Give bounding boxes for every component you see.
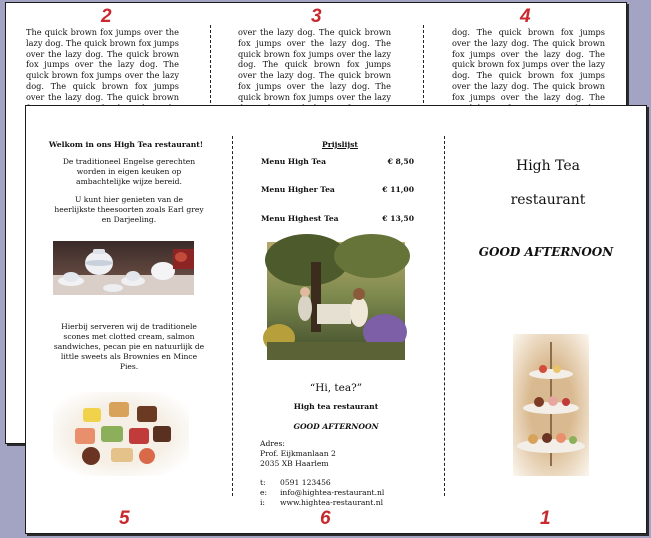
email-value: info@hightea-restaurant.nl: [280, 488, 385, 497]
menu-item-name-1: Menu High Tea: [261, 157, 326, 166]
cover-title-line-1: High Tea: [516, 158, 580, 174]
menu-item-name-3: Menu Highest Tea: [261, 214, 339, 223]
menu-item-price-3: € 13,50: [382, 214, 414, 223]
cover-slogan: GOOD AFTERNOON: [478, 245, 614, 259]
page-number-3: 3: [311, 6, 322, 27]
welcome-heading: Welkom in ons High Tea restaurant!: [48, 140, 204, 149]
address-line-1: Prof. Eijkmanlaan 2: [260, 449, 336, 458]
phone-value: 0591 123456: [280, 478, 331, 487]
tea-paragraph: U kunt hier genieten van de heerlijkste theesoorten zoals Earl grey en Darjeeling.: [54, 195, 204, 224]
back-column-2-text: The quick brown fox jumps over the lazy dog. The quick brown fox jumps over the lazy dog. The quick brown fox jumps over the lazy dog. The quick brown fox jumps over the lazy dog. The quick brown fox jumps over the lazy dog. The quick brown: [26, 27, 179, 102]
back-column-3-text: over the lazy dog. The quick brown fox jumps over the lazy dog. The quick brown fox jumps over the lazy dog. The quick brown fox jumps over the lazy dog. The quick brown fox jumps over the lazy dog. The quick brown fox jumps over the lazy: [238, 27, 391, 102]
address-line-2: 2035 XB Haarlem: [260, 459, 329, 468]
menu-item-price-1: € 8,50: [387, 157, 414, 166]
price-list-heading: Prijslijst: [322, 140, 358, 149]
restaurant-line: High tea restaurant: [293, 402, 379, 411]
page-number-4: 4: [520, 6, 531, 27]
serve-paragraph: Hierbij serveren wij de traditionele scones met clotted cream, salmon sandwiches, pecan pie en natuurlijk de little sweets als Brownies en Mince Pies.: [53, 322, 205, 371]
fold-line-right-back: [423, 25, 424, 103]
web-value: www.hightea-restaurant.nl: [280, 498, 384, 507]
menu-item-name-2: Menu Higher Tea: [261, 185, 335, 194]
tea-set-photo: [53, 241, 194, 295]
fold-line-right-front: [444, 136, 445, 496]
web-label: i:: [260, 498, 265, 507]
fold-line-left-front: [232, 136, 233, 496]
page-number-2: 2: [101, 6, 112, 27]
address-label: Adres:: [260, 439, 285, 448]
garden-tea-painting: [267, 242, 405, 360]
page-number-1: 1: [540, 508, 551, 529]
menu-item-price-2: € 11,00: [382, 185, 414, 194]
front-sheet: [25, 105, 647, 534]
good-afternoon-small: GOOD AFTERNOON: [293, 422, 379, 431]
email-label: e:: [260, 488, 268, 497]
quote-text: “Hi, tea?”: [309, 382, 363, 394]
page-number-6: 6: [320, 508, 331, 529]
pastries-photo: [53, 392, 189, 476]
back-column-4-text: dog. The quick brown fox jumps over the lazy dog. The quick brown fox jumps over the lazy dog. The quick brown fox jumps over the lazy dog. The quick brown fox jumps over the lazy dog. The quick brown fox jumps over the lazy dog. The: [452, 27, 605, 102]
intro-paragraph: De traditioneel Engelse gerechten worden in eigen keuken op ambachtelijke wijze bereid.: [62, 157, 196, 186]
cake-stand-photo: [513, 334, 589, 476]
page-number-5: 5: [119, 508, 130, 529]
phone-label: t:: [260, 478, 266, 487]
fold-line-left-back: [210, 25, 211, 103]
cover-title-line-2: restaurant: [510, 192, 586, 208]
